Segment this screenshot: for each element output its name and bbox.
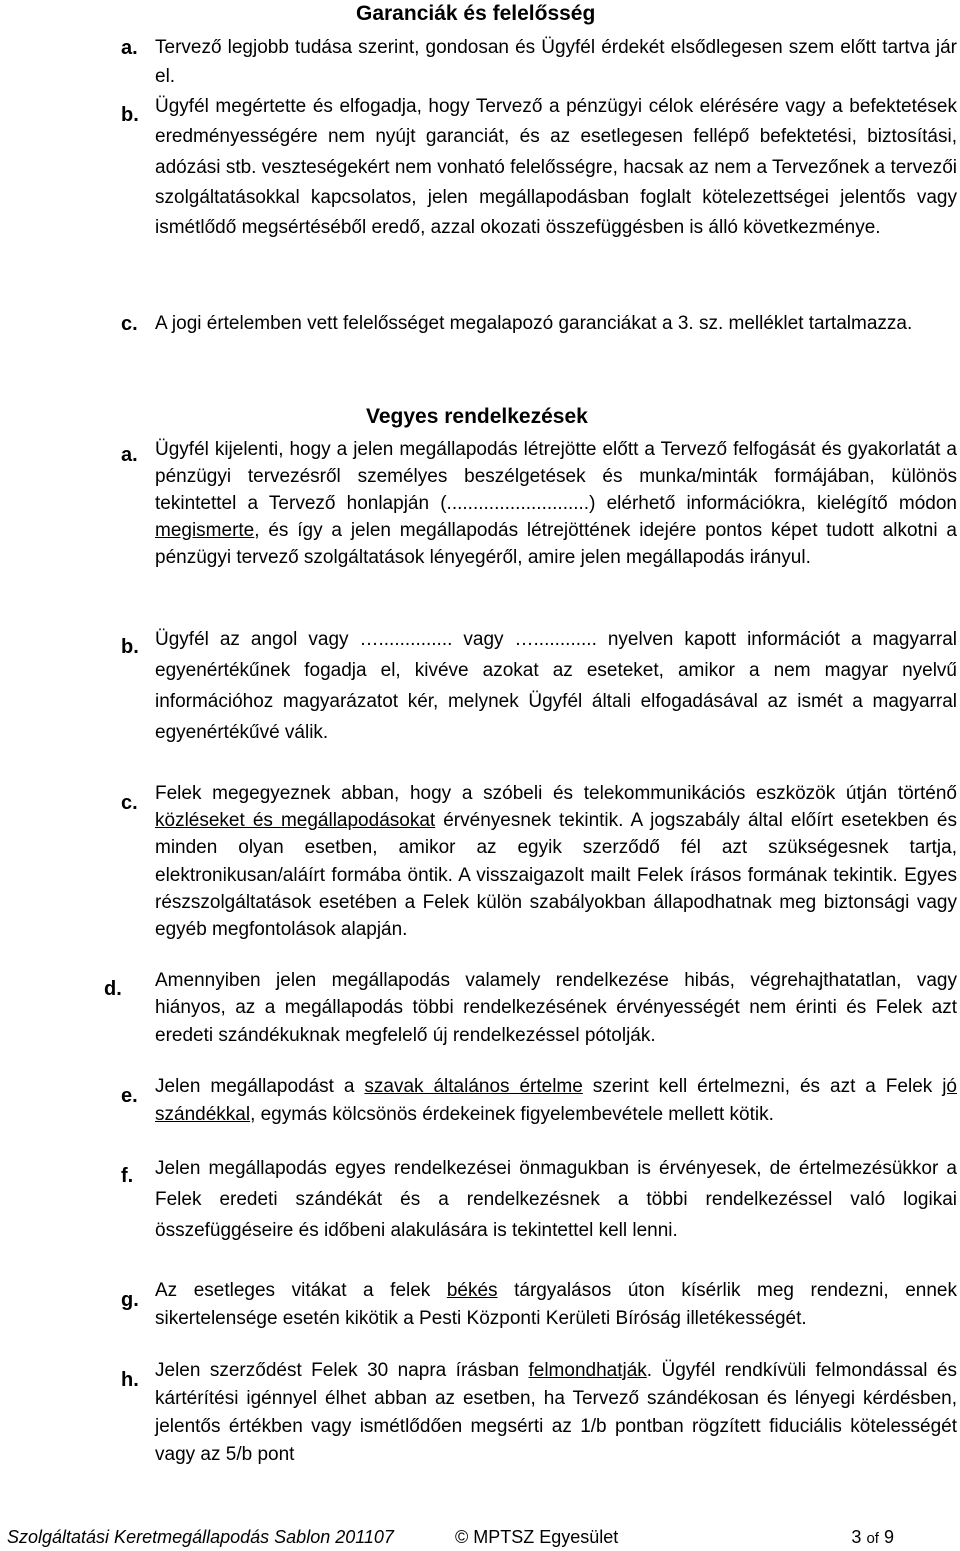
paragraph <box>155 436 957 571</box>
underlined-text: felmondhatják <box>528 1360 647 1381</box>
text-segment: tárgyalásos úton kísérlik meg rendezni, ennek sikertelensége esetén kikötik a Pesti Központi Kerületi Bíróság illetékességét. <box>155 1280 957 1329</box>
paragraph: Ügyfél az angol vagy ….............. vagy …............ nyelven kapott információt a magyarral egyenértékűnek fogadja el, kivéve azokat az eseteket, amikor a nem magyar nyelvű információhoz magyarázatot kér, melynek Ügyfél általi elfogadásával az ismét a magyarral egyenértékűvé válik. <box>155 629 957 743</box>
paragraph: Amennyiben jelen megállapodás valamely rendelkezése hibás, végrehajthatatlan, vagy hiányos, az a megállapodás többi rendelkezésének érvényességét nem érinti és Felek azt eredeti szándékuknak megfelelő új rendelkezéssel pótolják. <box>155 970 957 1046</box>
text-segment: Jelen megállapodást a <box>155 1076 365 1097</box>
list-marker: c. <box>121 313 138 335</box>
paragraph: A jogi értelemben vett felelősséget megalapozó garanciákat a 3. sz. melléklet tartalmazza. <box>155 313 913 334</box>
list-marker: e. <box>121 1085 138 1107</box>
section-title-vegyes: Vegyes rendelkezések <box>366 405 588 428</box>
text-segment: érvényesnek tekintik. A jogszabály által előírt esetekben és minden olyan esetben, amikor az egyik szerződő fél azt szükségesnek tartja, elektronikusan/aláírt formába öntik. A visszaigazolt mailt Felek írásos formának tekintik. Egyes részszolgáltatások esetében a Felek külön szabályokban állapodhatnak meg biztonsági vagy egyéb megfontolások alapján. <box>155 810 957 941</box>
list-marker: c. <box>121 792 138 814</box>
page-current: 3 <box>851 1527 862 1547</box>
underlined-text: közléseket és megállapodásokat <box>155 810 436 832</box>
page-number <box>851 1527 894 1548</box>
underlined-text: megismerte <box>155 520 255 541</box>
footer-document-title: Szolgáltatási Keretmegállapodás Sablon 201107 <box>7 1527 394 1547</box>
paragraph: Ügyfél megértette és elfogadja, hogy Tervező a pénzügyi célok elérésére vagy a befektetések eredményességére nem nyújt garanciát, és az esetlegesen fellépő befektetési, biztosítási, adózási stb. veszteségekért nem vonható felelősségre, hacsak az nem a Tervezőnek a tervezői szolgáltatásokkal kapcsolatos, jelen megállapodásban foglalt kötelezettségei jelentős vagy ismétlődő megsértéséből eredő, azzal okozati összefüggésben is álló következménye. <box>155 96 957 239</box>
paragraph <box>155 780 957 943</box>
footer-copyright: © MPTSZ Egyesület <box>455 1527 619 1547</box>
paragraph <box>155 1277 957 1332</box>
text-segment: Jelen szerződést Felek 30 napra írásban <box>155 1360 529 1381</box>
underlined-text: békés <box>446 1280 498 1301</box>
list-marker: b. <box>121 636 139 658</box>
list-marker: b. <box>121 104 139 126</box>
paragraph <box>155 1073 957 1128</box>
text-segment: szerint kell értelmezni, és azt a Felek <box>582 1076 943 1097</box>
list-marker: g. <box>121 1289 139 1311</box>
text-segment: Felek megegyeznek abban, hogy a szóbeli és telekommunikációs eszközök útján történő <box>155 783 957 804</box>
page-footer <box>0 1527 960 1551</box>
list-marker: a. <box>121 37 138 59</box>
list-marker: d. <box>104 978 122 1000</box>
text-segment: , és így a jelen megállapodás létrejöttének idejére pontos képet tudott alkotni a pénzügyi tervező szolgáltatások lényegéről, amire jelen megállapodás irányul. <box>155 520 957 568</box>
page-total: 9 <box>883 1527 894 1547</box>
text-segment: , egymás kölcsönös érdekeinek figyelembevétele mellett kötik. <box>250 1103 774 1125</box>
list-marker: a. <box>121 444 138 466</box>
text-segment: Ügyfél kijelenti, hogy a jelen megállapodás létrejötte előtt a Tervező felfogását és gyakorlatát a pénzügyi tervezésről személyes beszélgetések és munka/minták formájában, különös tekintettel a Tervező honlapján (...........................) elérhető információkra, kielégítő módon <box>155 439 957 514</box>
underlined-text: szavak általános értelme <box>364 1076 583 1097</box>
list-marker: h. <box>121 1369 139 1391</box>
list-marker: f. <box>121 1165 134 1187</box>
text-segment: . Ügyfél rendkívüli felmondással és kártérítési igénnyel élhet abban az esetben, ha Tervező szándékosan és lényegi kérdésben, jelentős értékben vagy ismétlődően megsérti az 1/b pontban rögzített fiduciális kötelességét vagy az 5/b pont <box>155 1360 957 1465</box>
paragraph: Tervező legjobb tudása szerint, gondosan és Ügyfél érdekét elsődlegesen szem előtt tartva jár el. <box>155 37 957 87</box>
underlined-text: jó szándékkal <box>155 1076 957 1125</box>
paragraph <box>155 1357 957 1469</box>
section-title-garanciak: Garanciák és felelősség <box>356 2 596 25</box>
text-segment: Az esetleges vitákat a felek <box>155 1280 447 1301</box>
page-of: of <box>866 1530 879 1547</box>
paragraph: Jelen megállapodás egyes rendelkezései önmagukban is érvényesek, de értelmezésükkor a Felek eredeti szándékát és a rendelkezésnek a többi rendelkezéssel való logikai összefüggéseire és időbeni alakulására is tekintettel kell lenni. <box>155 1158 957 1241</box>
